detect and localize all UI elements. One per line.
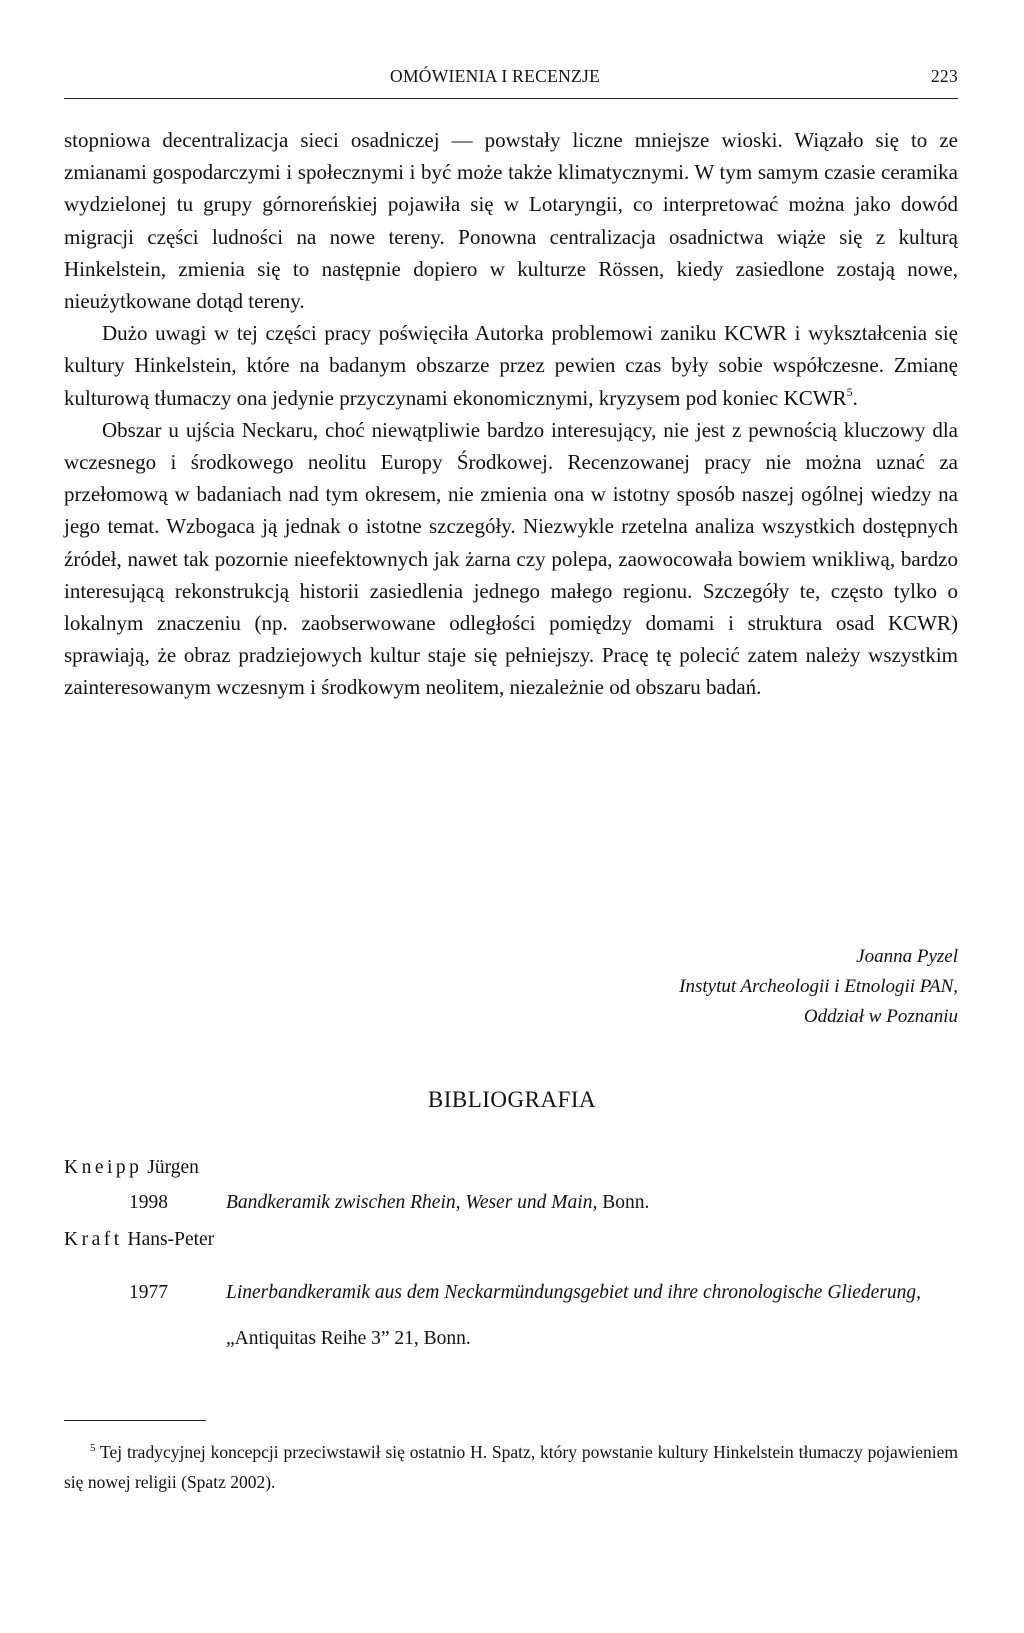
bib-year: 1977 xyxy=(129,1282,168,1303)
footnote xyxy=(64,1437,958,1497)
running-header xyxy=(64,62,958,99)
bib-publication: Bonn. xyxy=(597,1192,650,1213)
bibliography-list xyxy=(64,1152,958,1362)
bib-author-surname: Kneipp xyxy=(64,1157,143,1178)
reviewer-signature xyxy=(679,942,958,1032)
reviewer-branch: Oddział w Poznaniu xyxy=(803,1006,958,1027)
paragraph-3: Obszar u ujścia Neckaru, choć niewątpliwie bardzo interesujący, nie jest z pewnością kluczowy dla wczesnego i środkowego neolitu Europy Środkowej. Recenzowanej pracy nie można uznać za przełomową w badaniach nad tym okresem, nie zmienia ona w istotny sposób naszej ogólnej wiedzy na jego temat. Wzbogaca ją jednak o istotne szczegóły. Niezwykle rzetelna analiza wszystkich dostępnych źródeł, nawet tak pozornie nieefektownych jak żarna czy polepa, zaowocowała bowiem wnikliwą, bardzo interesującą rekonstrukcją historii zasiedlenia jednego małego regionu. Szczegóły te, często tylko o lokalnym znaczeniu (np. zaobserwowane odległości pomiędzy domami i struktura osad KCWR) sprawiają, że obraz pradziejowych kultur staje się pełniejszy. Pracę tę polecić zatem należy wszystkim zainteresowanym wczesnym i środkowym neolitem, niezależnie od obszaru badań. xyxy=(64,417,958,700)
paragraph-2 xyxy=(64,317,958,414)
reviewer-name: Joanna Pyzel xyxy=(856,946,958,967)
footnote-mark: 5 xyxy=(90,1442,96,1454)
bib-entry xyxy=(64,1270,958,1362)
bib-author-firstname: Jürgen xyxy=(147,1157,199,1178)
bib-title: Bandkeramik zwischen Rhein, Weser und Main, xyxy=(226,1192,598,1213)
bib-author xyxy=(64,1224,958,1256)
page-number: 223 xyxy=(930,66,958,86)
footnote-divider xyxy=(64,1420,206,1421)
bib-title: Linerbandkeramik aus dem Neckarmündungsgebiet und ihre chronologische Gliederung, xyxy=(226,1282,922,1303)
running-title: OMÓWIENIA I RECENZJE xyxy=(390,66,601,86)
bib-reference xyxy=(226,1184,958,1222)
paragraph-2-text: Dużo uwagi w tej części pracy poświęciła Autorka problemowi zaniku KCWR i wykształcenia się kultury Hinkelstein, które na badanym obszarze przez pewien czas były sobie współczesne. Zmianę kulturową tłumaczy ona jedynie przyczynami ekonomicznymi, kryzysem pod koniec KCWR xyxy=(64,321,958,410)
reviewer-institution: Instytut Archeologii i Etnologii PAN, xyxy=(679,976,958,997)
bib-year: 1998 xyxy=(129,1192,168,1213)
bibliography-heading: BIBLIOGRAFIA xyxy=(427,1087,597,1112)
footnote-reference: 5 xyxy=(846,384,853,399)
footnote-text: Tej tradycyjnej koncepcji przeciwstawił się ostatnio H. Spatz, który powstanie kultury Hinkelstein tłumaczy pojawieniem się nowej religii (Spatz 2002). xyxy=(64,1442,958,1492)
bib-author-surname: Kraft xyxy=(64,1229,123,1250)
bib-author xyxy=(64,1152,958,1184)
bib-author-firstname: Hans-Peter xyxy=(127,1229,215,1250)
bib-publication: „Antiquitas Reihe 3” 21, Bonn. xyxy=(226,1328,471,1349)
bib-entry xyxy=(64,1184,958,1222)
paragraph-1: stopniowa decentralizacja sieci osadniczej — powstały liczne mniejsze wioski. Wiązało się to ze zmianami gospodarczymi i społecznymi i być może także klimatycznymi. W tym samym czasie ceramika wydzielonej tu grupy górnoreńskiej pojawiła się w Lotaryngii, co interpretować można jako dowód migracji części ludności na nowe tereny. Ponowna centralizacja osadnictwa wiąże się z kulturą Hinkelstein, zmienia się to następnie dopiero w kulturze Rössen, kiedy zasiedlone zostają nowe, nieużytkowane dotąd tereny. xyxy=(64,128,958,314)
bib-reference xyxy=(226,1270,958,1362)
review-body xyxy=(64,124,958,704)
paragraph-2-end: . xyxy=(852,385,858,410)
